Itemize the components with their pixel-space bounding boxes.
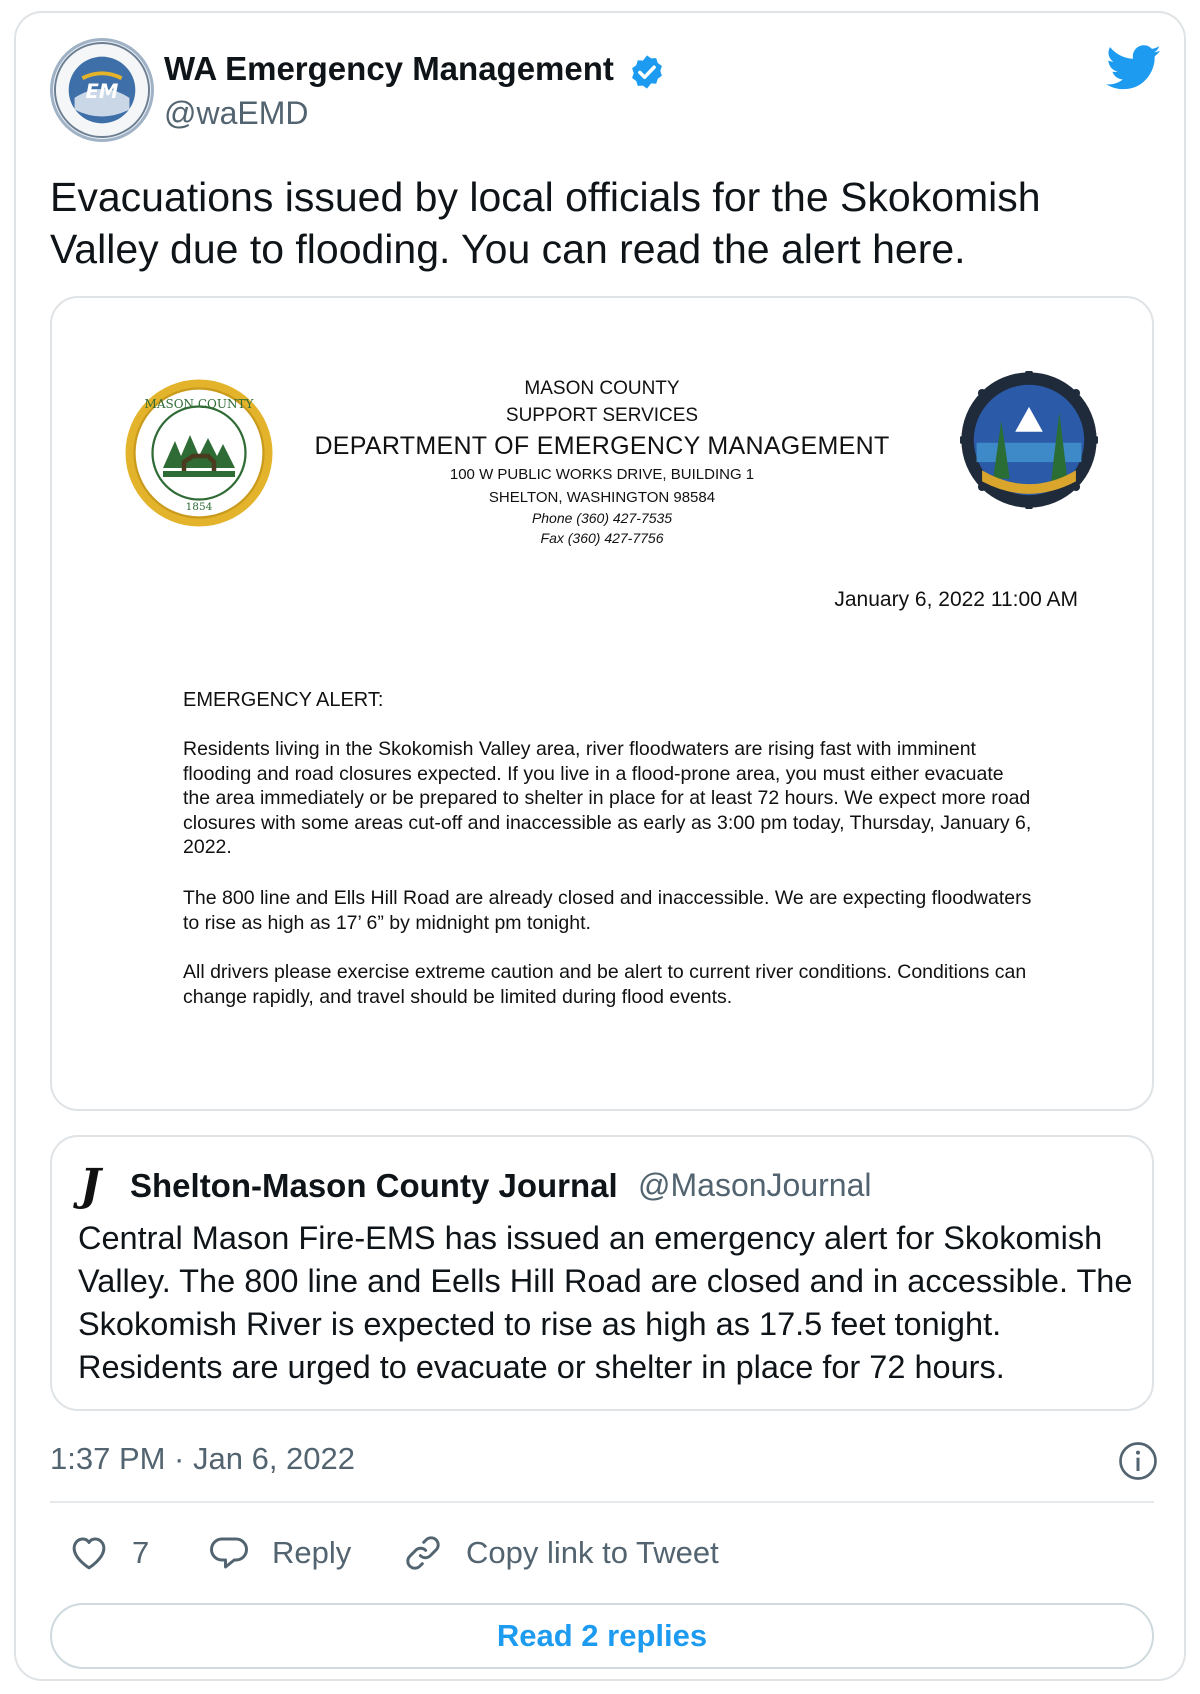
author-handle[interactable]: @waEMD: [164, 95, 309, 131]
svg-text:1854: 1854: [185, 501, 213, 513]
action-bar: [50, 1525, 1154, 1581]
doc-alert-title: EMERGENCY ALERT:: [183, 689, 384, 711]
doc-header-phone: Phone (360) 427-7535: [531, 510, 673, 526]
link-icon: [402, 1532, 444, 1574]
quoted-author-name[interactable]: Shelton-Mason County Journal: [130, 1167, 618, 1204]
like-count: 7: [132, 1535, 150, 1570]
em-seal-icon: [53, 41, 151, 139]
quoted-tweet-text: Central Mason Fire-EMS has issued an emergency alert for Skokomish Valley. The 800 line and Eells Hill Road are closed and in accessible. The Skokomish River is expected to rise as high as 17.5 feet tonight. Residents are urged to evacuate or shelter in place for 72 hours.: [78, 1220, 1133, 1385]
quoted-author-handle[interactable]: @MasonJournal: [638, 1167, 872, 1203]
copy-link-label: Copy link to Tweet: [466, 1535, 719, 1570]
twitter-bird-icon[interactable]: [1106, 45, 1162, 91]
svg-text:MASON COUNTY: MASON COUNTY: [144, 397, 254, 411]
doc-date: January 6, 2022 11:00 AM: [834, 588, 1078, 611]
doc-paragraph: Residents living in the Skokomish Valley area, river floodwaters are rising fast with imminent flooding and road closures expected. If you live in a flood-prone area, you must either evacuate the area immediately or be prepared to shelter in place for at least 72 hours. We expect more road closures with some areas cut-off and inaccessible as early as 3:00 pm today, Thursday, January 6, 2022.: [183, 738, 1032, 858]
reply-button[interactable]: [208, 1525, 351, 1581]
svg-text:EM: EM: [85, 79, 119, 103]
doc-header-services: SUPPORT SERVICES: [505, 405, 699, 426]
read-replies-button[interactable]: Read 2 replies: [50, 1603, 1154, 1669]
tweet-timestamp[interactable]: 1:37 PM · Jan 6, 2022: [50, 1441, 356, 1476]
mason-county-emergency-management-seal-icon: [960, 371, 1098, 509]
reply-label: Reply: [272, 1535, 352, 1570]
heart-icon: [68, 1532, 110, 1574]
copy-link-button[interactable]: [402, 1525, 719, 1581]
doc-paragraph: All drivers please exercise extreme caution and be alert to current river conditions. Conditions can change rapidly, and travel should be limited during flood events.: [183, 961, 1027, 1008]
info-icon[interactable]: [1118, 1441, 1158, 1481]
tweet-text: Evacuations issued by local officials for the Skokomish Valley due to flooding. You can read the alert here.: [50, 174, 1041, 272]
journal-logo-icon: J: [80, 1160, 101, 1211]
speech-bubble-icon: [208, 1532, 250, 1574]
doc-header-department: DEPARTMENT OF EMERGENCY MANAGEMENT: [314, 432, 890, 460]
doc-paragraph: The 800 line and Ells Hill Road are already closed and inaccessible. We are expecting floodwaters to rise as high as 17’ 6” by midnight pm tonight.: [183, 887, 1032, 934]
quoted-tweet[interactable]: [50, 1135, 1154, 1411]
attached-alert-image[interactable]: [50, 296, 1154, 1111]
tweet-card: [14, 11, 1186, 1681]
divider: [50, 1501, 1154, 1503]
doc-header-fax: Fax (360) 427-7756: [540, 530, 664, 546]
doc-header-county: MASON COUNTY: [524, 378, 680, 399]
doc-header-city: SHELTON, WASHINGTON 98584: [488, 489, 716, 506]
like-button[interactable]: [68, 1525, 149, 1581]
verified-badge-icon: [628, 53, 666, 91]
doc-header-address: 100 W PUBLIC WORKS DRIVE, BUILDING 1: [449, 466, 755, 483]
author-name[interactable]: WA Emergency Management: [164, 50, 614, 87]
author-avatar[interactable]: [50, 38, 154, 142]
